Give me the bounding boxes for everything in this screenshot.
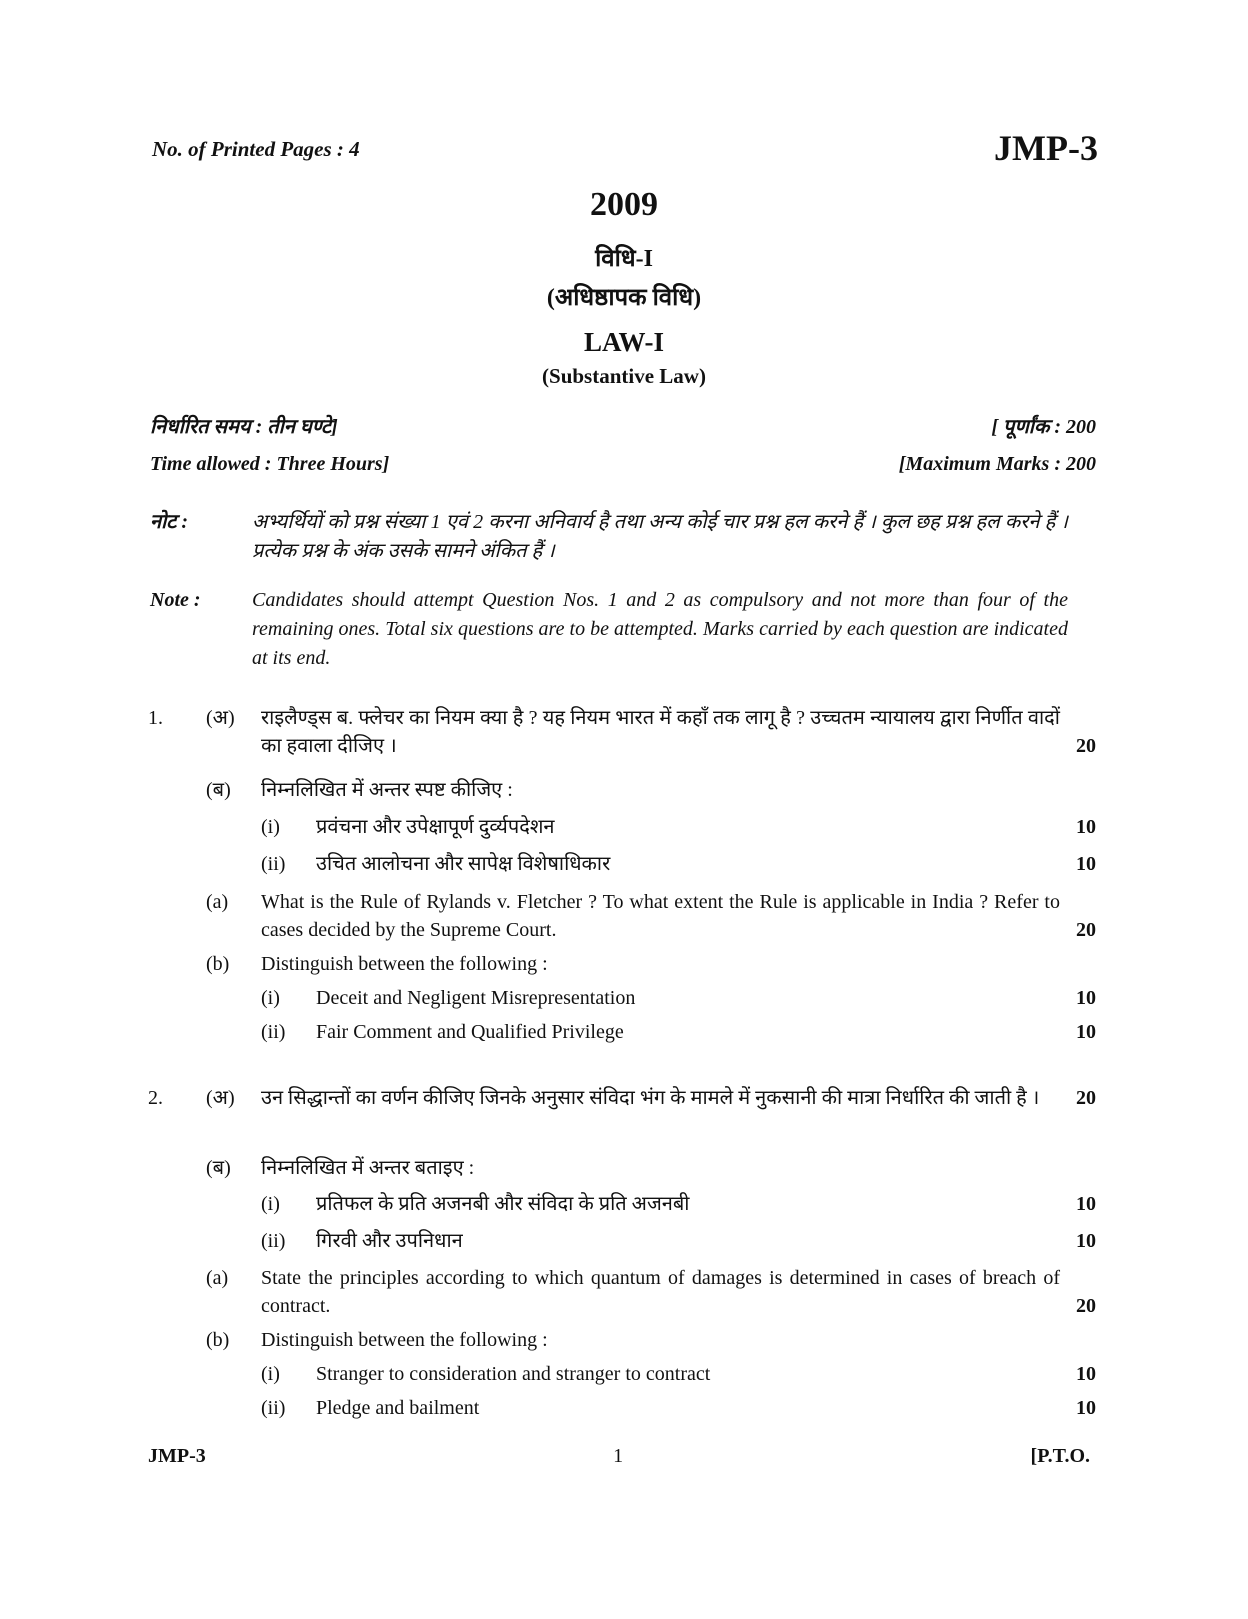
exam-year: 2009 xyxy=(590,186,658,223)
subpart-text: गिरवी और उपनिधान xyxy=(316,1230,463,1252)
subpart-text: Fair Comment and Qualified Privilege xyxy=(316,1021,624,1043)
part-label: (a) xyxy=(206,891,229,913)
part-label: (अ) xyxy=(206,707,235,729)
title-english: LAW-I xyxy=(583,327,664,357)
note-label-english: Note : xyxy=(150,589,201,611)
question-part xyxy=(148,1154,1096,1182)
part-text: राइलैण्ड्स ब. फ्लेचर का नियम क्या है ? यह नियम भारत में कहाँ तक लागू है ? उच्चतम न्यायालय द्वारा निर्णीत वादों का हवाला दीजिए । xyxy=(261,707,1060,757)
subpart-marks: 10 xyxy=(1076,853,1096,875)
max-marks-english: [Maximum Marks : 200 xyxy=(898,453,1096,475)
part-text: What is the Rule of Rylands v. Fletcher ? To what extent the Rule is applicable in India ? Refer to cases decided by the Supreme Court. xyxy=(261,891,1060,941)
max-marks-hindi: [ पूर्णांक : 200 xyxy=(991,416,1096,438)
subpart-marks: 10 xyxy=(1076,1363,1096,1385)
question-part xyxy=(148,888,1096,944)
part-label: (ब) xyxy=(206,1157,231,1179)
note-english xyxy=(150,586,1068,673)
meta-row-english xyxy=(150,453,1096,476)
subpart-label: (ii) xyxy=(261,1397,286,1419)
subpart-marks: 10 xyxy=(1076,987,1096,1009)
subpart-marks: 10 xyxy=(1076,1021,1096,1043)
part-marks: 20 xyxy=(1076,735,1096,757)
part-marks: 20 xyxy=(1076,919,1096,941)
subpart-label: (ii) xyxy=(261,853,286,875)
subpart-label: (i) xyxy=(261,816,280,838)
question-number: 1. xyxy=(148,707,163,729)
part-text: उन सिद्धान्तों का वर्णन कीजिए जिनके अनुसार संविदा भंग के मामले में नुकसानी की मात्रा निर्धारित की जाती है । xyxy=(261,1087,1040,1109)
question-part xyxy=(148,1326,1096,1354)
subtitle-english: (Substantive Law) xyxy=(542,364,706,388)
note-label-hindi: नोट : xyxy=(150,511,189,533)
subpart-text: Pledge and bailment xyxy=(316,1397,480,1419)
note-text-hindi: अभ्यर्थियों को प्रश्न संख्या 1 एवं 2 करना अनिवार्य है तथा अन्य कोई चार प्रश्न हल करने हैं । कुल छह प्रश्न हल करने हैं । प्रत्येक प्रश्न के अंक उसके सामने अंकित हैं । xyxy=(252,511,1068,562)
printed-pages-count: No. of Printed Pages : 4 xyxy=(152,137,360,161)
note-text-english: Candidates should attempt Question Nos. 1 and 2 as compulsory and not more than four of the remaining ones. Total six questions are to be attempted. Marks carried by each question are indicated at its end. xyxy=(252,589,1068,669)
subpart-label: (ii) xyxy=(261,1021,286,1043)
part-text: Distinguish between the following : xyxy=(261,1329,548,1351)
subpart-label: (i) xyxy=(261,1193,280,1215)
question-part xyxy=(148,1264,1096,1320)
note-hindi xyxy=(150,508,1068,566)
subpart-text: उचित आलोचना और सापेक्ष विशेषाधिकार xyxy=(316,853,611,875)
subpart-label: (i) xyxy=(261,987,280,1009)
part-label: (अ) xyxy=(206,1087,235,1109)
question-subpart xyxy=(148,1018,1096,1046)
question-subpart xyxy=(148,850,1096,878)
question-subpart xyxy=(148,813,1096,841)
part-label: (b) xyxy=(206,1329,230,1351)
question-part xyxy=(148,950,1096,978)
time-allowed-hindi: निर्धारित समय : तीन घण्टे] xyxy=(150,416,338,438)
question-subpart xyxy=(148,1360,1096,1388)
subpart-marks: 10 xyxy=(1076,1397,1096,1419)
question-part xyxy=(148,704,1096,760)
part-label: (b) xyxy=(206,953,230,975)
subpart-marks: 10 xyxy=(1076,1230,1096,1252)
subpart-text: प्रवंचना और उपेक्षापूर्ण दुर्व्यपदेशन xyxy=(316,816,555,838)
question-number: 2. xyxy=(148,1087,163,1109)
paper-code: JMP-3 xyxy=(994,128,1098,168)
subpart-label: (i) xyxy=(261,1363,280,1385)
page-footer xyxy=(148,1445,1090,1468)
footer-paper-code: JMP-3 xyxy=(148,1445,206,1467)
question-part xyxy=(148,776,1096,804)
part-text: Distinguish between the following : xyxy=(261,953,548,975)
page-number: 1 xyxy=(613,1445,624,1467)
title-hindi: विधि-I xyxy=(595,246,653,272)
question-part xyxy=(148,1084,1096,1112)
subpart-text: Stranger to consideration and stranger to contract xyxy=(316,1363,711,1385)
part-marks: 20 xyxy=(1076,1295,1096,1317)
please-turn-over: [P.T.O. xyxy=(1030,1445,1090,1467)
subpart-marks: 10 xyxy=(1076,1193,1096,1215)
subpart-text: प्रतिफल के प्रति अजनबी और संविदा के प्रति अजनबी xyxy=(316,1193,690,1215)
part-text: State the principles according to which quantum of damages is determined in cases of breach of contract. xyxy=(261,1267,1060,1317)
part-marks: 20 xyxy=(1076,1087,1096,1109)
question-subpart xyxy=(148,1190,1096,1218)
part-text: निम्नलिखित में अन्तर बताइए : xyxy=(261,1157,475,1179)
question-subpart xyxy=(148,1394,1096,1422)
subtitle-hindi: (अधिष्ठापक विधि) xyxy=(546,285,702,311)
meta-row-hindi xyxy=(150,412,1096,439)
part-label: (ब) xyxy=(206,779,231,801)
question-subpart xyxy=(148,1227,1096,1255)
subpart-marks: 10 xyxy=(1076,816,1096,838)
time-allowed-english: Time allowed : Three Hours] xyxy=(150,453,390,475)
part-text: निम्नलिखित में अन्तर स्पष्ट कीजिए : xyxy=(261,779,513,801)
part-label: (a) xyxy=(206,1267,229,1289)
subpart-label: (ii) xyxy=(261,1230,286,1252)
subpart-text: Deceit and Negligent Misrepresentation xyxy=(316,987,636,1009)
question-subpart xyxy=(148,984,1096,1012)
